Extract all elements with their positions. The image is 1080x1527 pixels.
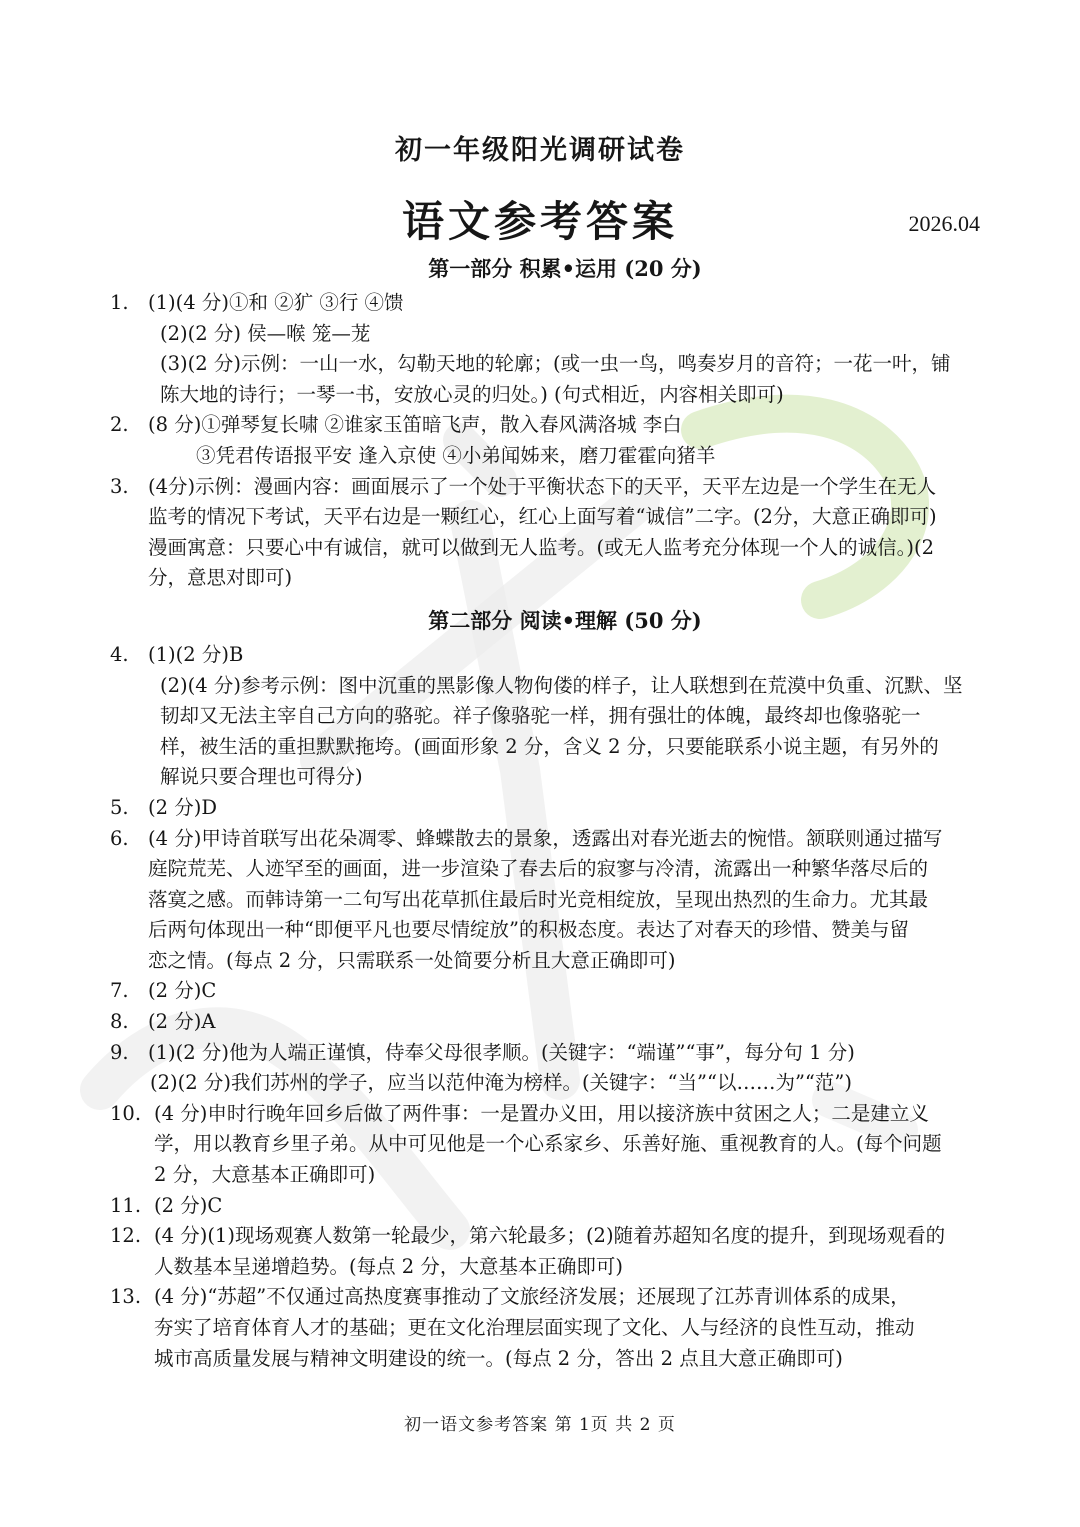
question-number: 4. bbox=[110, 642, 129, 666]
answer-line: (2)(2 分) 侯—喉 笼—茏 bbox=[160, 321, 371, 345]
answer-line: (4 分)甲诗首联写出花朵凋零、蜂蝶散去的景象，透露出对春光逝去的惋惜。颔联则通过描写 bbox=[148, 826, 943, 850]
question-11 bbox=[110, 1191, 1000, 1222]
question-number: 5. bbox=[110, 795, 129, 819]
answer-line: (4 分)申时行晚年回乡后做了两件事：一是置办义田，用以接济族中贫困之人；二是建立义 bbox=[154, 1101, 929, 1125]
question-number: 11. bbox=[110, 1193, 142, 1217]
answer-line: 学，用以教育乡里子弟。从中可见他是一个心系家乡、乐善好施、重视教育的人。(每个问题 bbox=[154, 1132, 942, 1156]
answer-line: 解说只要合理也可得分) bbox=[160, 765, 363, 789]
answer-content bbox=[110, 250, 1000, 1374]
section-title-part1: 第一部分 积累•运用 (20 分) bbox=[428, 256, 702, 281]
question-number: 7. bbox=[110, 979, 129, 1003]
answer-line: (4分)示例：漫画内容：画面展示了一个处于平衡状态下的天平，天平左边是一个学生在无人 bbox=[148, 474, 937, 498]
question-number: 8. bbox=[110, 1010, 129, 1034]
answer-line: 庭院荒芜、人迹罕至的画面，进一步渲染了春去后的寂寥与冷清，流露出一种繁华落尽后的 bbox=[148, 857, 929, 881]
answer-line: (3)(2 分)示例：一山一水，勾勒天地的轮廓；(或一虫一鸟，鸣奏岁月的音符；一花一叶，铺 bbox=[160, 352, 951, 376]
question-number: 2. bbox=[110, 413, 129, 437]
answer-line: (4 分)(1)现场观赛人数第一轮最少，第六轮最多；(2)随着苏超知名度的提升，到现场观看的 bbox=[154, 1224, 946, 1248]
question-number: 12. bbox=[110, 1224, 142, 1248]
answer-line: 夯实了培育体育人才的基础；更在文化治理层面实现了文化、人与经济的良性互动，推动 bbox=[154, 1316, 915, 1339]
answer-line: 监考的情况下考试，天平右边是一颗红心，红心上面写着“诚信”二字。(2分，大意正确即可) bbox=[148, 505, 937, 529]
answer-line: 恋之情。(每点 2 分，只需联系一处简要分析且大意正确即可) bbox=[148, 948, 676, 972]
answer-line: 2 分，大意基本正确即可) bbox=[154, 1163, 376, 1187]
exam-date: 2026.04 bbox=[908, 211, 980, 236]
section-title-part2: 第二部分 阅读•理解 (50 分) bbox=[428, 607, 702, 633]
answer-line: (4 分)“苏超”不仅通过高热度赛事推动了文旅经济发展；还展现了江苏青训体系的成果， bbox=[154, 1285, 910, 1309]
question-2 bbox=[110, 410, 1000, 471]
answer-line: 城市高质量发展与精神文明建设的统一。(每点 2 分，答出 2 点且大意正确即可) bbox=[154, 1346, 843, 1370]
question-1 bbox=[110, 288, 1000, 410]
answer-line: 韧却又无法主宰自己方向的骆驼。祥子像骆驼一样，拥有强壮的体魄，最终却也像骆驼一 bbox=[160, 704, 921, 728]
answer-line: 人数基本呈递增趋势。(每点 2 分，大意基本正确即可) bbox=[154, 1254, 624, 1278]
answer-line: (2)(2 分)我们苏州的学子，应当以范仲淹为榜样。(关键字：“当”“以……为”“范”) bbox=[150, 1071, 852, 1095]
answer-line: ③凭君传语报平安 逢入京使 ④小弟闻姊来，磨刀霍霍向猪羊 bbox=[196, 443, 716, 467]
answer-line: (2 分)D bbox=[148, 795, 217, 819]
answer-line: 落寞之感。而韩诗第一二句写出花草抓住最后时光竞相绽放，呈现出热烈的生命力。尤其最 bbox=[148, 887, 929, 911]
question-number: 13. bbox=[110, 1285, 142, 1309]
answer-line: (2 分)C bbox=[154, 1193, 223, 1217]
answer-line: (2)(4 分)参考示例：图中沉重的黑影像人物佝偻的样子，让人联想到在荒漠中负重、沉默、坚 bbox=[160, 673, 963, 697]
question-5 bbox=[110, 793, 1000, 824]
question-4 bbox=[110, 640, 1000, 793]
answer-line: (1)(4 分)①和 ②犷 ③行 ④馈 bbox=[148, 291, 404, 314]
question-number: 6. bbox=[110, 826, 129, 850]
question-3 bbox=[110, 472, 1000, 594]
question-6 bbox=[110, 824, 1000, 977]
question-number: 3. bbox=[110, 474, 129, 498]
page-footer: 初一语文参考答案 第 1页 共 2 页 bbox=[404, 1415, 676, 1435]
exam-title: 初一年级阳光调研试卷 bbox=[395, 135, 685, 166]
answer-line: 样，被生活的重担默默拖垮。(画面形象 2 分，含义 2 分，只要能联系小说主题，有另外的 bbox=[160, 734, 939, 758]
main-title-row bbox=[0, 189, 1080, 251]
answer-line: 分，意思对即可) bbox=[148, 566, 293, 590]
question-10 bbox=[110, 1099, 1000, 1191]
answer-line: 陈大地的诗行；一琴一书，安放心灵的归处。) (句式相近，内容相关即可) bbox=[160, 382, 784, 406]
answer-line: (8 分)①弹琴复长啸 ②谁家玉笛暗飞声，散入春风满洛城 李白 bbox=[148, 413, 682, 437]
question-number: 9. bbox=[110, 1040, 129, 1064]
main-title: 语文参考答案 bbox=[401, 197, 678, 246]
question-12 bbox=[110, 1221, 1000, 1282]
question-13 bbox=[110, 1282, 1000, 1374]
answer-line: 后两句体现出一种“即便平凡也要尽情绽放”的积极态度。表达了对春天的珍惜、赞美与留 bbox=[148, 918, 909, 942]
answer-line: 漫画寓意：只要心中有诚信，就可以做到无人监考。(或无人监考充分体现一个人的诚信。)(2 bbox=[148, 535, 934, 559]
answer-line: (1)(2 分)他为人端正谨慎，侍奉父母很孝顺。(关键字：“端谨”“事”，每分句 1 分) bbox=[148, 1040, 855, 1064]
question-7 bbox=[110, 976, 1000, 1007]
answer-line: (1)(2 分)B bbox=[148, 642, 244, 666]
header bbox=[0, 128, 1080, 251]
question-9 bbox=[110, 1038, 1000, 1099]
question-number: 10. bbox=[110, 1101, 142, 1125]
question-8 bbox=[110, 1007, 1000, 1038]
answer-line: (2 分)C bbox=[148, 979, 217, 1003]
answer-line: (2 分)A bbox=[148, 1010, 216, 1034]
question-number: 1. bbox=[110, 291, 129, 314]
